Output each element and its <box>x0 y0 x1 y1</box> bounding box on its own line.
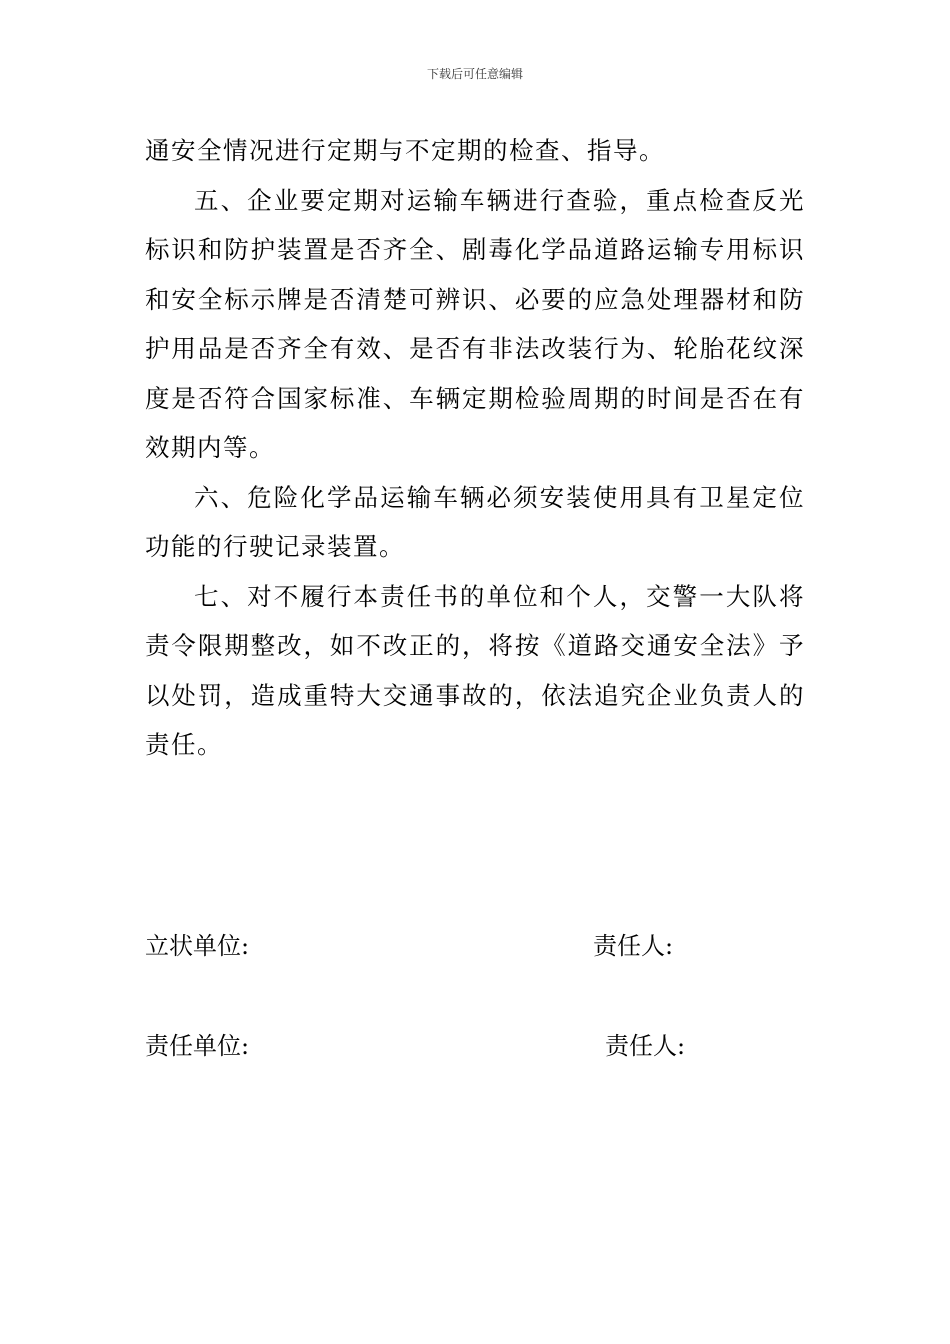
signature-row-issuer <box>145 928 805 964</box>
paragraph-item-5: 五、企业要定期对运输车辆进行查验，重点检查反光标识和防护装置是否齐全、剧毒化学品道路运输专用标识和安全标示牌是否清楚可辨识、必要的应急处理器材和防护用品是否齐全有效、是否有非法改装行为、轮胎花纹深度是否符合国家标准、车辆定期检验周期的时间是否在有效期内等。 <box>145 185 805 462</box>
paragraph-continuation: 通安全情况进行定期与不定期的检查、指导。 <box>145 136 665 165</box>
responsible-unit-label: 责任单位: <box>145 1032 250 1060</box>
paragraph-item-7: 七、对不履行本责任书的单位和个人，交警一大队将责令限期整改，如不改正的，将按《道路交通安全法》予以处罚，造成重特大交通事故的，依法追究企业负责人的责任。 <box>145 581 805 759</box>
document-body <box>145 126 805 770</box>
issuing-unit-label: 立状单位: <box>145 932 250 960</box>
issuer-responsible-person-label: 责任人: <box>593 932 674 960</box>
responsible-person-label: 责任人: <box>605 1032 686 1060</box>
page-header-note: 下载后可任意编辑 <box>426 67 523 81</box>
signature-row-responsible <box>145 1028 805 1064</box>
paragraph-item-6: 六、危险化学品运输车辆必须安装使用具有卫星定位功能的行驶记录装置。 <box>145 482 805 561</box>
